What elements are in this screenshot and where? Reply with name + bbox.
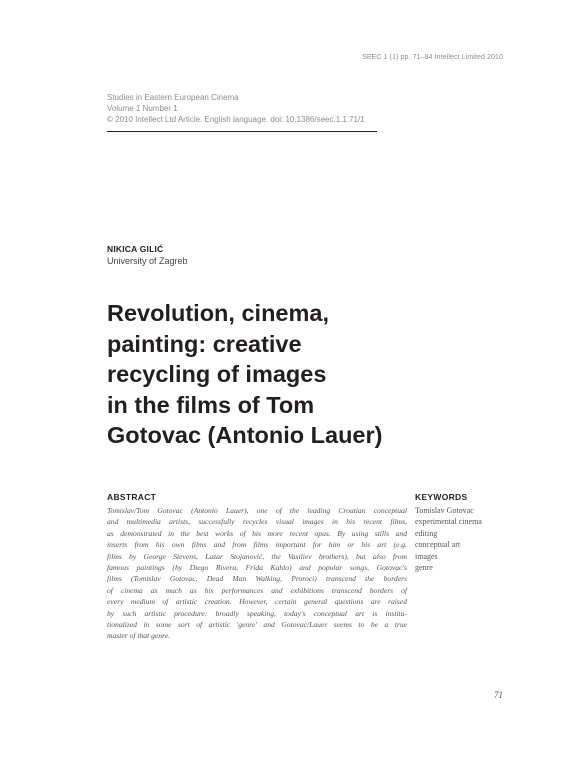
article-title xyxy=(107,298,437,451)
keyword-item: genre xyxy=(415,563,433,573)
journal-info xyxy=(107,92,365,125)
abstract-line: Tomislav/Tom Gotovac (Antonio Lauer), one of the leading Croatian conceptual xyxy=(107,506,407,515)
abstract-line: tionalized in some sort of artistic 'genre' and Gotovac/Lauer seems to be a true xyxy=(107,619,407,629)
keyword-item: conceptual art xyxy=(415,540,461,550)
abstract-line: films by George Stevens, Lazar Stojanović, the Vasiliev brothers), but also from xyxy=(107,551,407,561)
abstract-line: as demonstrated in the best works of his more recent opus. By using stills and xyxy=(107,528,407,538)
header-divider xyxy=(107,131,377,132)
keyword-item: experimental cinema xyxy=(415,517,482,527)
abstract-heading: ABSTRACT xyxy=(107,492,157,502)
abstract-text xyxy=(107,505,407,642)
title-line: in the films of Tom xyxy=(107,391,315,418)
journal-volume: Volume 1 Number 1 xyxy=(107,104,178,113)
abstract-line: of cinema as much as his performances and exhibitions transcend borders of xyxy=(107,585,407,595)
author-name: NIKICA GILIĆ xyxy=(107,244,164,254)
title-line: recycling of images xyxy=(107,361,327,387)
abstract-line: films (Tomislav Gotovac, Dead Man Walking, Proroci) transcend the borders xyxy=(107,574,407,584)
abstract-line: inserts from his own films and from films important for him or his art (e.g. xyxy=(107,540,407,550)
title-line: Revolution, cinema, xyxy=(107,300,329,326)
journal-copyright: © 2010 Intellect Ltd Article. English language. doi: 10.1386/seec.1.1.71/1 xyxy=(107,115,365,124)
abstract-line: famous paintings (by Diego Rivera, Frida Kahlo) and popular songs, Gotovac's xyxy=(107,562,407,572)
abstract-line: master of that genre. xyxy=(107,631,170,641)
abstract-line: every medium of artistic creation. However, certain general questions are raised xyxy=(107,597,407,607)
title-line: painting: creative xyxy=(107,330,302,357)
author-affiliation: University of Zagreb xyxy=(107,256,188,266)
journal-name: Studies in Eastern European Cinema xyxy=(107,93,239,102)
page-number: 71 xyxy=(494,690,503,700)
keywords-list xyxy=(415,505,482,573)
abstract-line: and multimedia artists, successfully recycles visual images in his recent films, xyxy=(107,517,407,527)
keywords-heading: KEYWORDS xyxy=(415,492,468,502)
keyword-item: editing xyxy=(415,528,438,538)
title-line: Gotovac (Antonio Lauer) xyxy=(107,422,383,448)
citation-header: SEEC 1 (1) pp. 71–84 Intellect Limited 2010 xyxy=(362,54,503,61)
abstract-line: by such artistic procedure: broadly speaking, today's conceptual art is institu- xyxy=(107,608,407,618)
keyword-item: Tomislav Gotovac xyxy=(415,506,474,515)
keyword-item: images xyxy=(415,551,438,561)
